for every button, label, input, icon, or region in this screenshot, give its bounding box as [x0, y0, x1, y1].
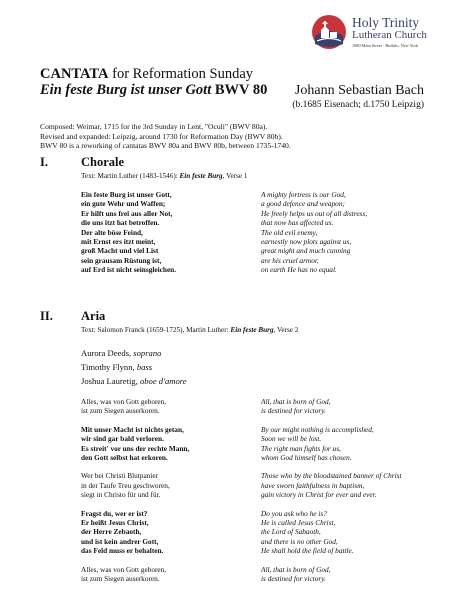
performer-name: Joshua Lauretig,: [81, 376, 140, 386]
title-bold: CANTATA: [40, 66, 109, 82]
page-title: [40, 66, 253, 83]
performer: [81, 374, 187, 388]
info-line: BWV 80 is a reworking of cantatas BWV 80a and BWV 80b, between 1735-1740.: [40, 141, 291, 151]
section-title: Chorale: [81, 155, 125, 169]
cantata-subtitle: [40, 82, 267, 99]
english-text: All, that is born of God, is destined for victory.: [261, 397, 331, 416]
stanza: [81, 397, 421, 416]
subtitle-bwv: BWV 80: [211, 82, 268, 98]
credit-suffix: , Verse 2: [273, 326, 299, 334]
stanza: [81, 471, 421, 499]
stanza: [81, 190, 421, 275]
german-text: Wer bei Christi Blutpanier in der Taufe Treu geschworen, siegt in Christo für und für.: [81, 471, 170, 500]
credit-prefix: Text: Salomon Franck (1659-1725), Martin Luther:: [81, 326, 231, 334]
info-line: Composed: Weimar, 1715 for the 3rd Sunday in Lent, "Oculi" (BWV 80a).: [40, 122, 268, 131]
english-text: A mighty fortress is our God, a good defence and weapon; He freely helps us out of all distress, that now has affected us. The old evil enemy, earnestly now plots against us, great might and much cunning are his cruel armor, on earth He has no equal.: [261, 190, 368, 275]
performer-name: Timothy Flynn,: [81, 362, 137, 372]
title-rest: for Reformation Sunday: [108, 66, 254, 82]
stanza: [81, 425, 421, 463]
composer-name: Johann Sebastian Bach: [294, 83, 424, 98]
german-text: Fragst du, wer er ist? Er heißt Jesus Christ, der Herre Zebaoth, und ist kein andrer Gott, das Feld muss er behalten.: [81, 508, 164, 556]
church-emblem-icon: [311, 14, 347, 50]
performer: [81, 360, 187, 374]
german-text: Alles, was von Gott geboren, ist zum Siegen auserkoren.: [81, 564, 167, 584]
german-text: Mit unser Macht ist nichts getan, wir sind gar bald verloren. Es streit' vor uns der rechte Mann, den Gott selbst hat erkoren.: [81, 424, 190, 463]
church-address: 1080 Main Street · Buffalo, New York: [352, 43, 419, 48]
performer-name: Aurora Deeds,: [81, 348, 134, 358]
composition-info: [40, 122, 291, 151]
english-text: By our might nothing is accomplished, Soon we will be lost. The right man fights for us, whom God himself has chosen.: [261, 424, 374, 463]
verse-block: [81, 190, 421, 284]
german-text: Alles, was von Gott geboren, ist zum Siegen auserkoren.: [81, 397, 167, 416]
english-text: Those who by the bloodstained banner of Christ have sworn faithfulness in baptism, gain victory in Christ for ever and ever.: [261, 471, 402, 500]
performer-role: soprano: [133, 348, 162, 358]
performer-list: [81, 346, 187, 388]
composer-dates: (b.1685 Eisenach; d.1750 Leipzig): [292, 100, 424, 110]
english-text: All, that is born of God, is destined for victory.: [261, 564, 331, 584]
credit-suffix: , Verse 1: [222, 172, 248, 180]
church-name-line2: Lutheran Church: [352, 29, 427, 41]
credit-source: Ein feste Burg: [230, 326, 274, 334]
performer-role: bass: [136, 362, 153, 372]
subtitle-italic: Ein feste Burg ist unser Gott: [40, 82, 212, 98]
church-name-line1: Holy Trinity: [352, 15, 420, 30]
section-number: II.: [40, 309, 53, 323]
stanza: [81, 565, 421, 584]
verse-block: [81, 397, 421, 593]
church-logo: [311, 14, 459, 56]
section-text-credit: [81, 326, 298, 334]
info-line: Revised and expanded: Leipzig, around 1730 for Reformation Day (BWV 80b).: [40, 131, 283, 141]
section-number: I.: [40, 155, 48, 169]
performer-role: oboe d'amore: [139, 376, 187, 386]
credit-prefix: Text: Martin Luther (1483-1546):: [81, 172, 180, 180]
english-text: Do you ask who he is? He is called Jesus Christ, the Lord of Sabaoth, and there is no other God, He shall hold the field of battle.: [261, 508, 354, 556]
performer: [81, 346, 187, 360]
section-text-credit: [81, 172, 247, 180]
stanza: [81, 509, 421, 556]
credit-source: Ein feste Burg: [179, 172, 223, 180]
german-text: Ein feste Burg ist unser Gott, ein gute Wehr und Waffen; Er hilft uns frei aus aller Not, die uns itzt hat betroffen. Der alte böse Feind, mit Ernst ers itzt meint, groß Macht und viel List sein grausam Rüstung ist, auf Erd ist nicht seinsgleichen.: [81, 190, 177, 275]
section-title: Aria: [81, 309, 106, 323]
